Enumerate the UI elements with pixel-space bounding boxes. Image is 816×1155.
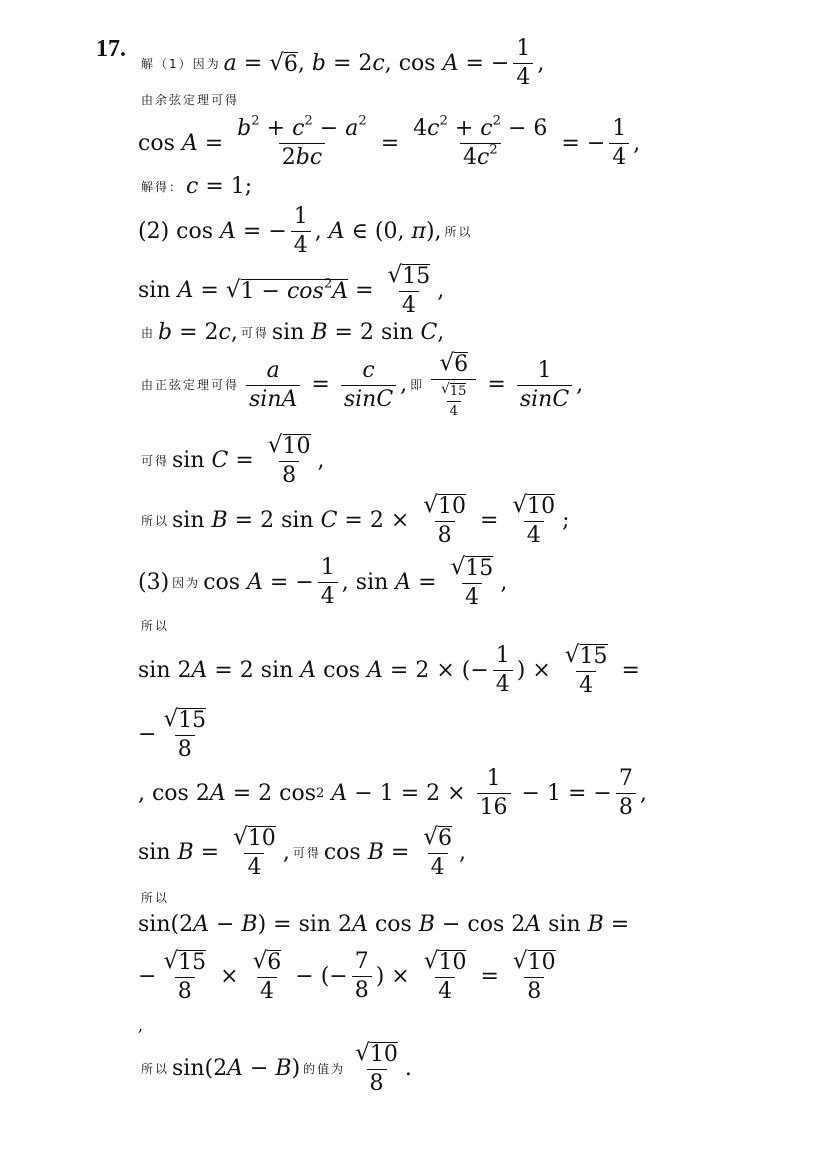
label-jiede: 解得： — [141, 180, 184, 194]
label-suoyi-5: 所以 — [141, 1061, 170, 1076]
label-suoyi-2: 所以 — [141, 513, 170, 528]
label-suoyi-4: 所以 — [141, 891, 170, 905]
line-sin2A-result: − √ 15 8 — [138, 706, 207, 762]
line-suoyi-4 — [138, 892, 172, 904]
line-sin2A: sin 2 A = 2 sin A cos A = 2 × (− $\frac{1}{4}$ ) × √ 15 4 = — [138, 642, 640, 698]
label-zheng: 由正弦定理可得 — [141, 378, 240, 392]
line-part3: (3) 因为 cos A = − $\frac{1}{4}$ , sin A = √ 15 4 , — [138, 554, 508, 610]
line-cosB: sin B = √ 10 4 , 可得 cos B = √ 6 4 , — [138, 824, 466, 880]
label-suoyi-3: 所以 — [141, 619, 170, 633]
line-sinB: 所以 sin B = 2 sin C = 2 × √ 10 8 = √ 10 4 ; — [141, 492, 570, 548]
line-final: 所以 sin(2 A − B ) 的值为 √ 10 8 . — [141, 1040, 412, 1096]
label-kede-2: 可得 — [141, 453, 170, 468]
label-ji: 即 — [410, 378, 425, 392]
line-b-2c: 由 b = 2 c , 可得 sin B = 2 sin C , — [141, 320, 445, 345]
line-compute: − √ 15 8 × √ 6 4 − (− $\frac{7}{8}$ ) × √ 10 4 = √ 10 8 — [138, 948, 556, 1004]
label-you-1: 由 — [141, 326, 156, 340]
line-part1-given: 解（1）因为 a = √ 6 , b = 2 c , cos A = − $\frac{1}{4}$ , — [141, 36, 545, 90]
line-sinC: 可得 sin C = √ 10 8 , — [141, 432, 325, 488]
label-kede-3: 可得 — [292, 845, 321, 860]
label-jie: 解（1）因为 — [141, 56, 221, 71]
line-sine-law: 由正弦定理可得 $\frac{a}{\sin A}$ = $\frac{c}{\sin C}$ , 即 √ 6 √ 15 4 = $\frac{1}{\sin C}$ , — [141, 350, 584, 419]
label-dezhi: 的值为 — [303, 1061, 346, 1076]
line-part2: (2) cos A = − $\frac{1}{4}$ , A ∈ (0, π ), 所以 — [138, 204, 473, 258]
line-cos2A: , cos 2 A = 2 cos 2 A − 1 = 2 × $\frac{1}{16}$ − 1 = − $\frac{7}{8}$ , — [138, 766, 647, 820]
line-cosine-law: cos A = $\frac{b^2 + c^2 - a^2}{2bc}$ = $\frac{4c^2 + c^2 - 6}{4c^2}$ = − $\frac{1}{4}$ , — [138, 113, 641, 170]
line-solve-c: 解得： c = 1; — [141, 174, 253, 199]
label-kede-1: 可得 — [240, 326, 269, 340]
problem-number: 17. — [96, 36, 126, 62]
label-yu: 由余弦定理可得 — [141, 93, 240, 107]
line-sin2A-B: sin(2 A − B ) = sin 2 A cos B − cos 2 A sin B = — [138, 912, 630, 937]
label-yinwei: 因为 — [172, 575, 201, 590]
line-sinA: sin A = √ $1 - \cos^2A$ = √ 15 4 , — [138, 262, 445, 318]
label-suoyi-1: 所以 — [444, 224, 473, 239]
line-cosine-law-label — [138, 94, 242, 106]
line-comma: , — [138, 1016, 144, 1035]
line-suoyi-3 — [138, 620, 172, 632]
